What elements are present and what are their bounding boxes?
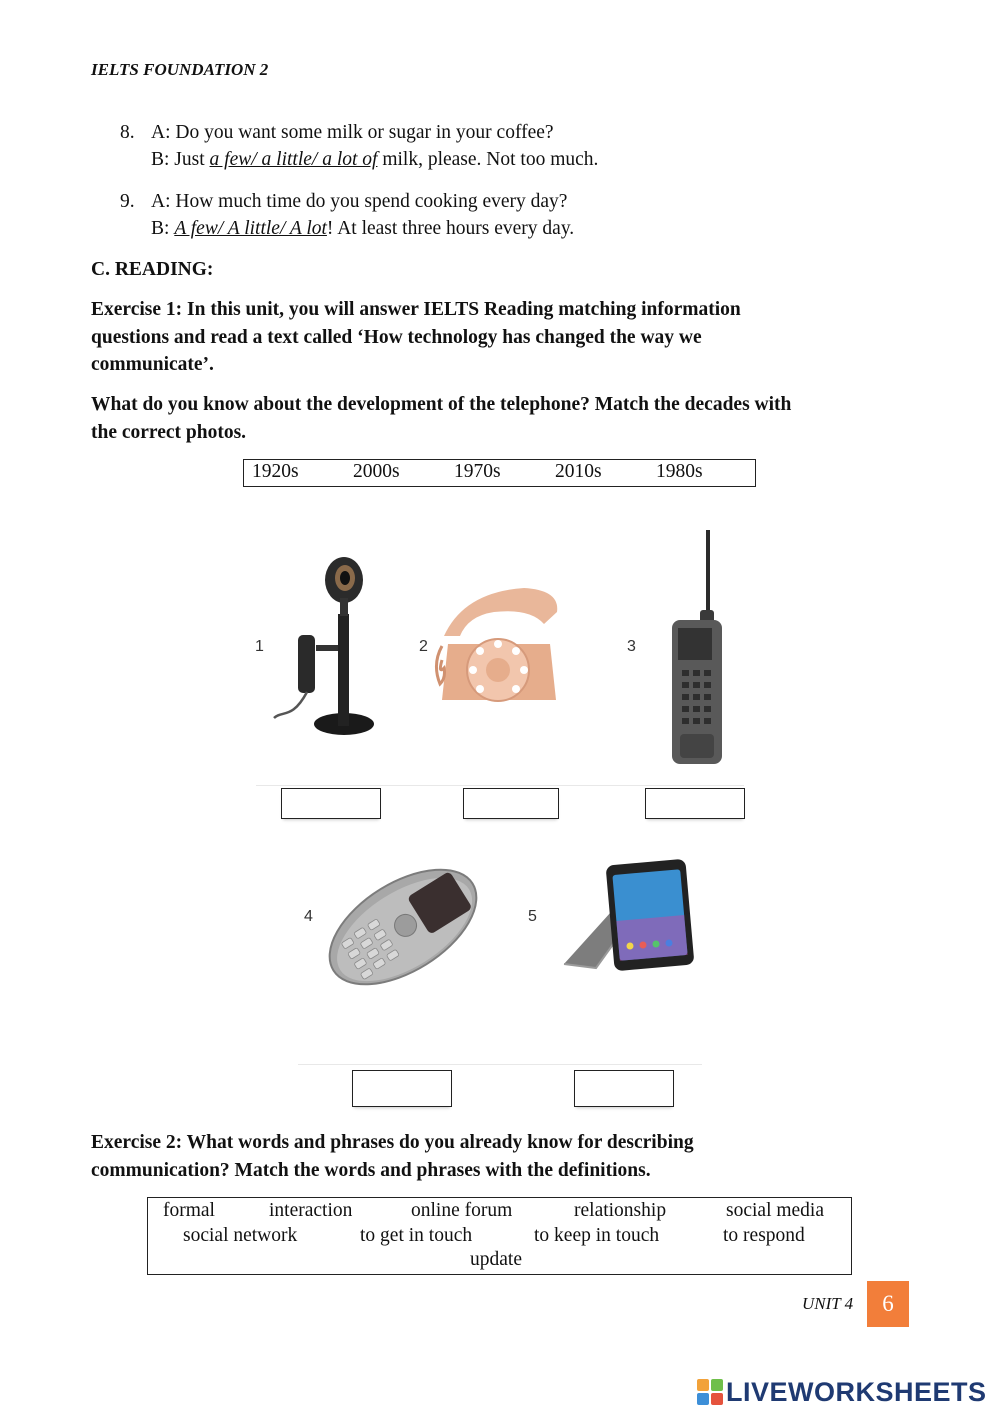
question-a-line: A: Do you want some milk or sugar in your coffee? [151, 122, 554, 143]
page-number: 6 [867, 1281, 909, 1327]
photo-number-2: 2 [419, 638, 428, 655]
word-option[interactable]: interaction [269, 1200, 353, 1221]
question-b-line [151, 215, 574, 242]
answer-box-photo-2[interactable] [463, 788, 559, 819]
liveworksheets-logo-icon [697, 1379, 723, 1405]
answer-box-photo-1[interactable] [281, 788, 381, 819]
word-option[interactable]: to get in touch [360, 1225, 473, 1246]
answer-options[interactable]: a few/ a little/ a lot of [209, 149, 378, 170]
answer-prefix: B: [151, 218, 175, 239]
separator-line [256, 785, 744, 786]
brick-phone-image [662, 528, 734, 770]
question-b-line [151, 146, 598, 173]
photo-number-5: 5 [528, 908, 537, 925]
unit-label: UNIT 4 [802, 1294, 854, 1313]
brand-name: LIVEWORKSHEETS [726, 1376, 987, 1407]
exercise-1-instructions [91, 296, 911, 379]
instruction-line: communication? Match the words and phrases with the definitions. [91, 1159, 651, 1181]
word-option[interactable]: online forum [411, 1200, 513, 1221]
section-heading: C. READING: [91, 259, 214, 280]
word-option[interactable]: to respond [723, 1225, 805, 1246]
word-option[interactable]: relationship [574, 1200, 667, 1221]
answer-box-photo-5[interactable] [574, 1070, 674, 1107]
feature-phone-image [318, 852, 488, 1002]
decade-option[interactable]: 1970s [454, 461, 501, 482]
liveworksheets-logo [697, 1376, 987, 1408]
word-option[interactable]: update [470, 1249, 522, 1270]
question-a-line: A: How much time do you spend cooking every day? [151, 191, 568, 212]
answer-suffix: milk, please. Not too much. [377, 149, 599, 170]
photo-number-3: 3 [627, 638, 636, 655]
exercise-2-instructions [91, 1129, 911, 1184]
question-9 [120, 188, 820, 244]
answer-prefix: B: Just [151, 149, 210, 170]
instruction-line: communicate’. [91, 354, 214, 375]
answer-options[interactable]: A few/ A little/ A lot [174, 218, 327, 239]
decade-option[interactable]: 1920s [252, 461, 299, 482]
word-bank [147, 1197, 852, 1275]
decade-word-bank [243, 459, 756, 487]
answer-box-photo-4[interactable] [352, 1070, 452, 1107]
instruction-line: Exercise 1: In this unit, you will answer IELTS Reading matching information [91, 299, 741, 320]
instruction-line: Exercise 2: What words and phrases do you already know for describing [91, 1132, 694, 1153]
answer-box-photo-3[interactable] [645, 788, 745, 819]
prompt-line: the correct photos. [91, 421, 247, 443]
decade-option[interactable]: 2000s [353, 461, 400, 482]
smartphone-image [560, 858, 702, 974]
word-option[interactable]: formal [163, 1200, 215, 1221]
photo-number-4: 4 [304, 908, 313, 925]
answer-suffix: ! At least three hours every day. [326, 218, 575, 239]
question-number: 8. [120, 122, 135, 143]
instruction-line: questions and read a text called ‘How technology has changed the way we [91, 326, 702, 348]
rotary-phone-image [432, 584, 560, 712]
photo-number-1: 1 [255, 638, 264, 655]
decade-option[interactable]: 1980s [656, 461, 703, 482]
document-header: IELTS FOUNDATION 2 [91, 60, 269, 79]
prompt-line: What do you know about the development of the telephone? Match the decades with [91, 394, 792, 415]
question-8 [120, 119, 820, 175]
exercise-1-prompt [91, 391, 911, 446]
separator-line [298, 1064, 702, 1065]
word-option[interactable]: social media [726, 1200, 825, 1221]
decade-option[interactable]: 2010s [555, 461, 602, 482]
word-option[interactable]: to keep in touch [534, 1225, 660, 1246]
candlestick-phone-image [262, 550, 397, 742]
question-number: 9. [120, 191, 135, 212]
word-option[interactable]: social network [183, 1225, 298, 1246]
